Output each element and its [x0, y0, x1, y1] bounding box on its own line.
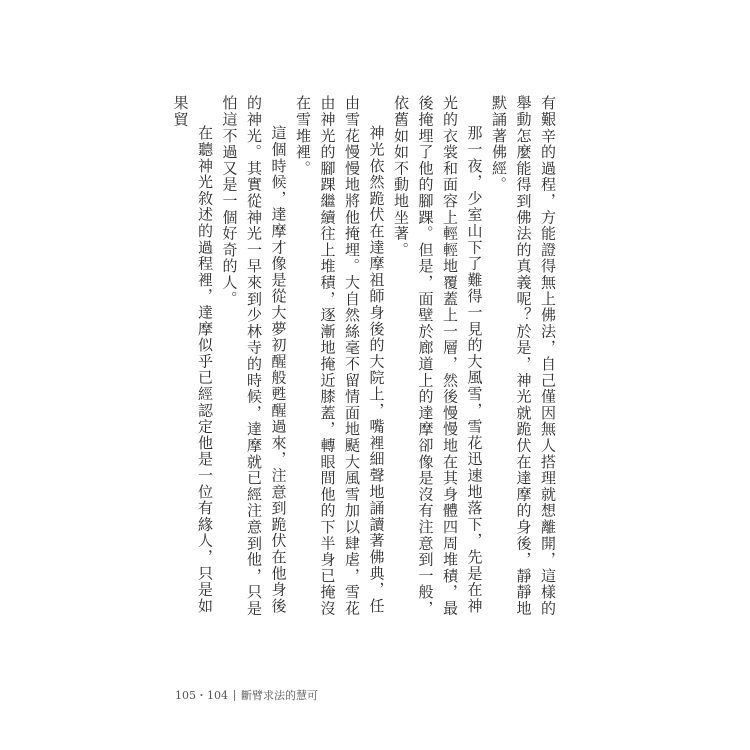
vertical-text-body — [168, 95, 560, 620]
paragraph-4: 這個時候，達摩才像是從大夢初醒般甦醒過來，注意到跪伏在他身後的神光。其實從神光一早來到少林寺的時候，達摩就已經注意到他，只是怕這不過又是一個好奇的人。 — [220, 95, 288, 617]
paragraph-2: 那一夜，少室山下了難得一見的大風雪，雪花迅速地落下，先是在神光的衣裳和面容上輕輕地覆蓋上一層，然後慢慢地在其身體四周堆積，最後掩埋了他的腳踝。但是，面壁於廊道上的達摩卻像是沒有注意到一般，依舊如如不動地坐著。 — [392, 95, 484, 617]
footer-divider — [234, 690, 235, 701]
paragraph-1: 有艱辛的過程，方能證得無上佛法，自己僅因無人搭理就想離開，這樣的舉動怎麼能得到佛法的真義呢？於是，神光就跪伏在達摩的身後，靜靜地默誦著佛經。 — [490, 95, 557, 617]
chapter-title: 斷臂求法的慧可 — [241, 689, 318, 702]
paragraph-3: 神光依然跪伏在達摩祖師身後的大院上，嘴裡細聲地誦讀著佛典，任由雪花慢慢地將他掩埋。大自然絲毫不留情面地颳大風雪加以肆虐，雪花由神光的腳踝繼續往上堆積，逐漸地掩近膝蓋，轉眼間他的下半身已掩沒在雪堆裡。 — [294, 95, 386, 617]
page-footer — [175, 687, 318, 703]
paragraph-5: 在聽神光敘述的過程裡，達摩似乎已經認定他是一位有緣人，只是如果貿 — [171, 95, 214, 614]
page-numbers: 105・104 — [175, 689, 228, 702]
